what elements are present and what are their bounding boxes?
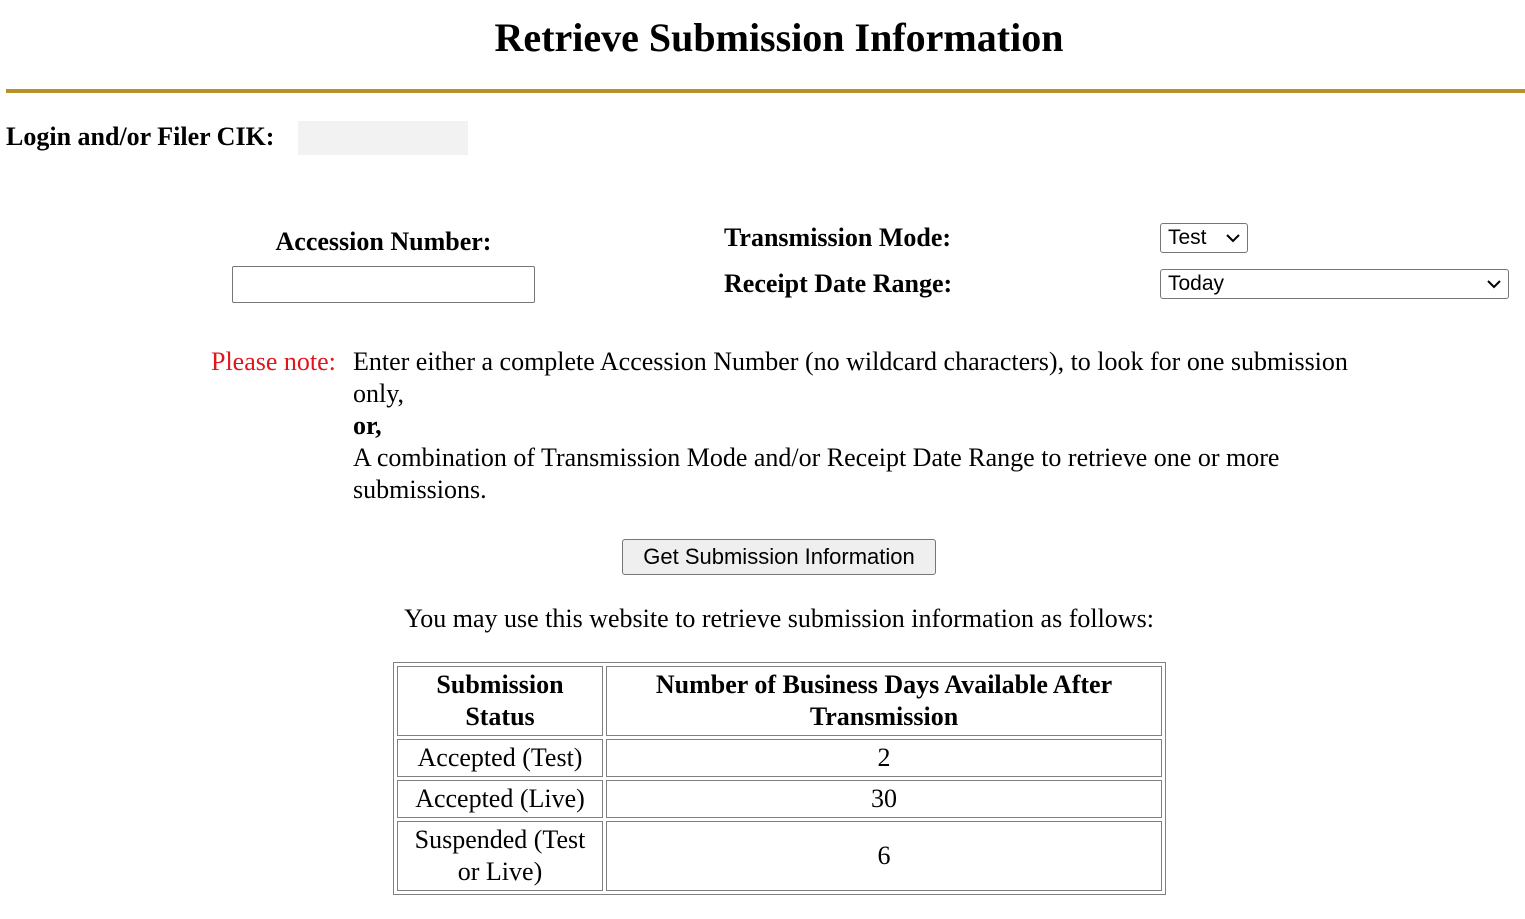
days-cell: 6 (606, 821, 1162, 891)
status-cell: Accepted (Live) (397, 780, 603, 818)
note-line-2: A combination of Transmission Mode and/or Receipt Date Range to retrieve one or more submissions. (353, 443, 1280, 504)
availability-table (393, 662, 1166, 895)
table-row (397, 780, 1162, 818)
days-cell: 30 (606, 780, 1162, 818)
receipt-date-range-value: Today (1168, 272, 1225, 295)
receipt-date-range-label: Receipt Date Range: (724, 269, 953, 298)
chevron-down-icon (1226, 224, 1240, 252)
get-submission-information-button[interactable]: Get Submission Information (622, 539, 936, 575)
cik-label: Login and/or Filer CIK: (6, 122, 275, 151)
table-row (397, 739, 1162, 777)
note-text (353, 346, 1363, 506)
table-header-row (397, 666, 1162, 736)
transmission-mode-select[interactable] (1160, 223, 1248, 253)
accession-number-input[interactable] (232, 266, 535, 303)
note-line-1: Enter either a complete Accession Number (no wildcard characters), to look for one submission only, (353, 347, 1348, 408)
status-cell: Suspended (Test or Live) (397, 821, 603, 891)
page-title: Retrieve Submission Information (494, 15, 1064, 60)
transmission-mode-value: Test (1168, 226, 1207, 249)
note-or: or, (353, 411, 382, 440)
table-row (397, 821, 1162, 891)
status-cell: Accepted (Test) (397, 739, 603, 777)
transmission-mode-label: Transmission Mode: (724, 223, 952, 252)
column-header-status: Submission Status (397, 666, 603, 736)
chevron-down-icon (1487, 270, 1501, 298)
cik-value (298, 121, 468, 155)
days-cell: 2 (606, 739, 1162, 777)
info-intro: You may use this website to retrieve submission information as follows: (404, 604, 1154, 633)
accession-number-label: Accession Number: (275, 227, 492, 256)
column-header-days: Number of Business Days Available After Transmission (606, 666, 1162, 736)
note-label: Please note: (211, 347, 336, 376)
title-divider (6, 89, 1525, 93)
receipt-date-range-select[interactable] (1160, 269, 1509, 299)
